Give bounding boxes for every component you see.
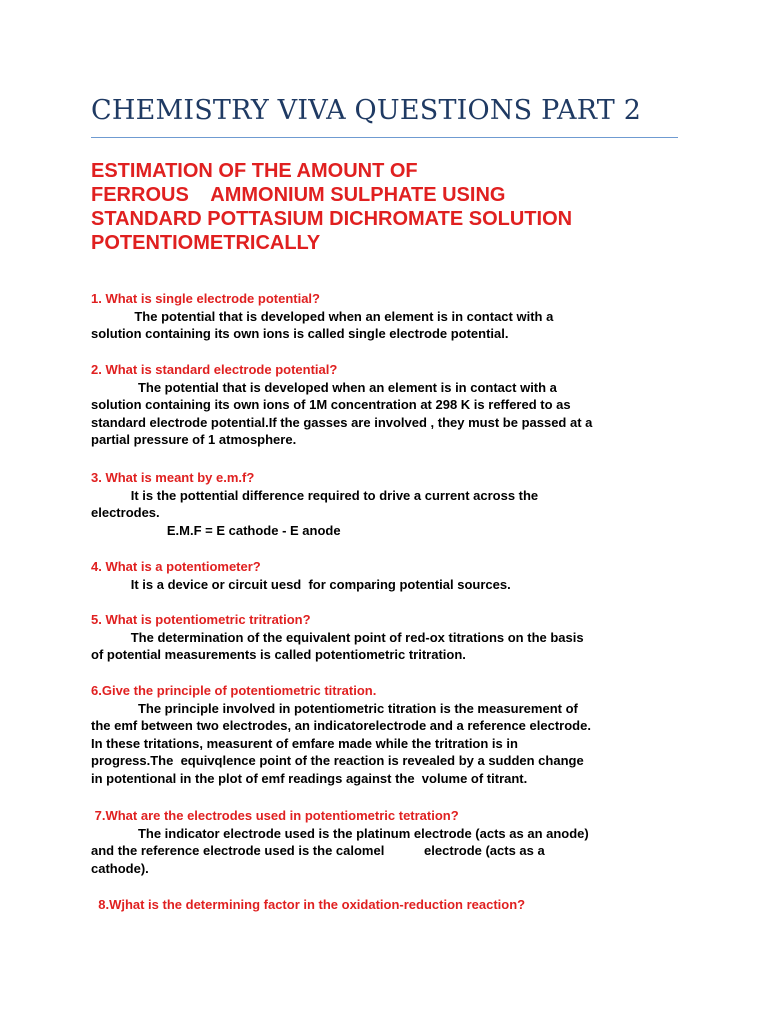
answer-line: The indicator electrode used is the platinum electrode (acts as an anode)	[91, 825, 589, 841]
answer-line: solution containing its own ions is called single electrode potential.	[91, 326, 509, 342]
question-2: 2. What is standard electrode potential?	[91, 362, 338, 377]
title-underline	[91, 137, 678, 138]
emf-formula: E.M.F = E cathode - E anode	[91, 522, 341, 538]
answer-line: progress.The equivqlence point of the reaction is revealed by a sudden change	[91, 753, 584, 769]
qa-item-3	[91, 469, 691, 539]
qa-item-7	[91, 807, 691, 877]
answer-line: of potential measurements is called potentiometric tritration.	[91, 647, 466, 663]
section-heading-line: FERROUS AMMONIUM SULPHATE USING	[91, 184, 506, 206]
qa-item-5	[91, 611, 691, 664]
answer-line: and the reference electrode used is the calomel electrode (acts as a	[91, 843, 545, 859]
qa-item-6	[91, 682, 691, 788]
question-6: 6.Give the principle of potentiometric titration.	[91, 683, 377, 698]
answer-line: partial pressure of 1 atmosphere.	[91, 432, 297, 448]
question-8: 8.Wjhat is the determining factor in the oxidation-reduction reaction?	[91, 897, 526, 912]
question-3: 3. What is meant by e.m.f?	[91, 470, 255, 485]
section-heading	[91, 159, 691, 255]
qa-item-8	[91, 896, 691, 914]
section-heading-line: POTENTIOMETRICALLY	[91, 232, 321, 254]
answer-line: the emf between two electrodes, an indicatorelectrode and a reference electrode.	[91, 718, 591, 734]
answer-line: solution containing its own ions of 1M concentration at 298 K is reffered to as	[91, 397, 571, 413]
question-4: 4. What is a potentiometer?	[91, 559, 261, 574]
qa-item-2	[91, 361, 691, 449]
question-7: 7.What are the electrodes used in potentiometric tetration?	[91, 808, 459, 823]
answer-line: In these tritations, measurent of emfare made while the tritration is in	[91, 735, 518, 751]
section-heading-line: STANDARD POTTASIUM DICHROMATE SOLUTION	[91, 208, 573, 230]
page-title: CHEMISTRY VIVA QUESTIONS PART 2	[91, 95, 642, 126]
question-5: 5. What is potentiometric tritration?	[91, 612, 311, 627]
qa-item-4	[91, 558, 691, 593]
answer-line: The determination of the equivalent point of red-ox titrations on the basis	[91, 629, 584, 645]
answer-line: It is a device or circuit uesd for comparing potential sources.	[91, 576, 511, 592]
section-heading-line: ESTIMATION OF THE AMOUNT OF	[91, 160, 418, 182]
answer-line: electrodes.	[91, 505, 160, 521]
question-1: 1. What is single electrode potential?	[91, 291, 320, 306]
answer-line: The potential that is developed when an element is in contact with a	[91, 308, 554, 324]
answer-line: The principle involved in potentiometric titration is the measurement of	[91, 700, 578, 716]
qa-item-1	[91, 290, 691, 343]
answer-line: The potential that is developed when an element is in contact with a	[91, 379, 557, 395]
answer-line: standard electrode potential.If the gasses are involved , they must be passed at a	[91, 414, 593, 430]
answer-line: cathode).	[91, 860, 149, 876]
answer-line: It is the pottential difference required to drive a current across the	[91, 487, 539, 503]
answer-line: in potentional in the plot of emf readings against the volume of titrant.	[91, 770, 528, 786]
